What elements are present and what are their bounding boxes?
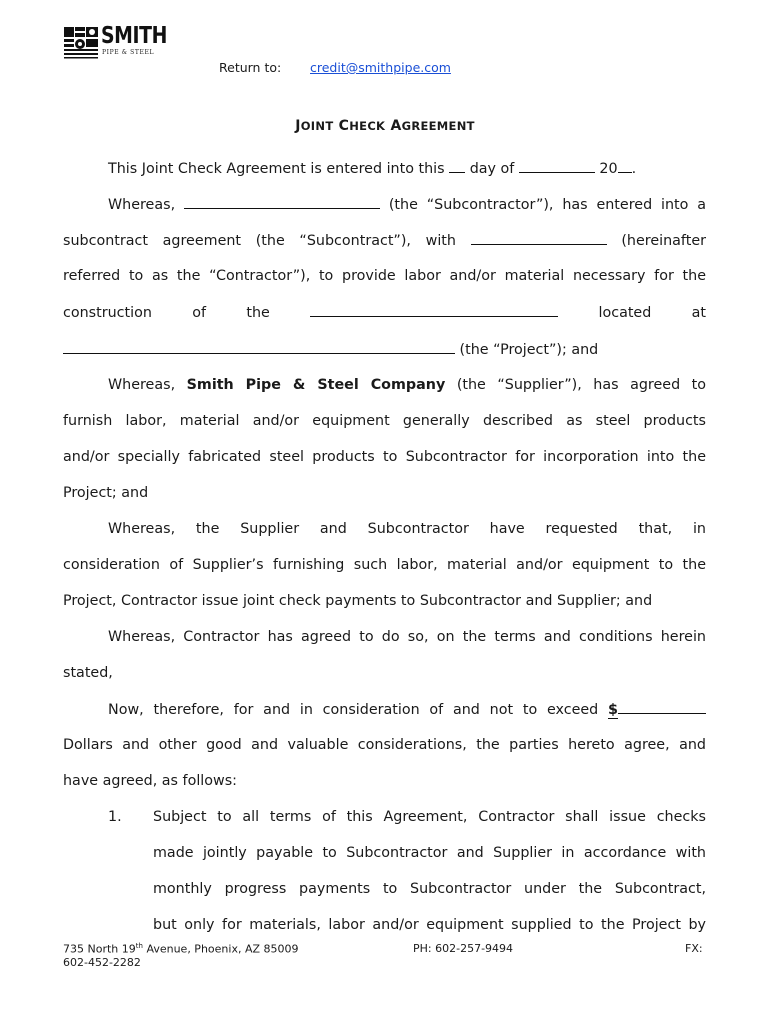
list-item-number: 1. xyxy=(108,809,122,825)
footer-fax-number: 602-452-2282 xyxy=(63,956,141,969)
whereas-label: Whereas, xyxy=(108,197,176,213)
at-word: at xyxy=(691,305,707,321)
footer-fax-label: FX: xyxy=(685,942,703,955)
document-title xyxy=(0,118,770,134)
list-item-line: monthly progress payments to Subcontractor under the Subcontract, xyxy=(153,881,706,897)
logo-brand: SMITH xyxy=(101,23,167,49)
footer-address-street: 735 North 19 xyxy=(63,942,136,956)
list-item-line: Subject to all terms of this Agreement, Contractor shall issue checks xyxy=(153,809,706,825)
footer-address-sup: th xyxy=(135,942,143,950)
logo-subtitle: PIPE & STEEL xyxy=(102,49,155,56)
title-small-greement: GREEMENT xyxy=(401,119,475,133)
of-word: of xyxy=(192,305,207,321)
subcontract-text: subcontract agreement (the “Subcontract”), with xyxy=(63,233,456,249)
project-name-blank[interactable] xyxy=(310,304,558,317)
title-small-oint: OINT xyxy=(300,119,334,133)
consideration-text: Now, therefore, for and in consideration of and not to exceed xyxy=(108,702,599,718)
intro-text: This Joint Check Agreement is entered into this xyxy=(108,161,445,177)
title-cap-c: C xyxy=(338,118,350,134)
body-line: Dollars and other good and valuable considerations, the parties hereto agree, and xyxy=(63,737,706,753)
month-blank[interactable] xyxy=(519,160,595,173)
amount-blank[interactable] xyxy=(618,701,706,714)
title-small-heck: HECK xyxy=(349,119,386,133)
return-label: Return to: xyxy=(219,60,282,75)
body-line: Whereas, Contractor has agreed to do so, on the terms and conditions herein xyxy=(108,629,706,645)
supplier-name: Smith Pipe & Steel Company xyxy=(186,377,446,393)
return-email-link[interactable]: credit@smithpipe.com xyxy=(310,60,451,75)
body-line: furnish labor, material and/or equipment generally described as steel products xyxy=(63,413,706,429)
company-logo xyxy=(64,23,167,59)
supplier-text: (the “Supplier”), has agreed to xyxy=(456,377,707,393)
list-item-line: but only for materials, labor and/or equipment supplied to the Project by xyxy=(153,917,706,933)
project-location-blank[interactable] xyxy=(63,341,455,354)
intro-line xyxy=(108,160,706,180)
amount-field xyxy=(608,702,706,718)
project-location-line xyxy=(63,341,706,361)
hereinafter-text: (hereinafter xyxy=(621,233,706,249)
subcontract-line xyxy=(63,232,706,252)
contractor-blank[interactable] xyxy=(471,232,607,245)
construction-line xyxy=(63,304,706,324)
title-cap-j: J xyxy=(295,118,301,134)
intro-day-of: day of xyxy=(469,161,515,177)
list-item-line: made jointly payable to Subcontractor and Supplier in accordance with xyxy=(153,845,706,861)
footer-address-city: Avenue, Phoenix, AZ 85009 xyxy=(142,942,299,956)
construction-word: construction xyxy=(63,305,152,321)
body-line: stated, xyxy=(63,665,113,681)
logo-mark-icon xyxy=(64,27,100,59)
consideration-line xyxy=(108,701,706,721)
whereas-subcontractor-line xyxy=(108,196,706,216)
dollar-sign: $ xyxy=(608,702,618,718)
body-line: consideration of Supplier’s furnishing such labor, material and/or equipment to the xyxy=(63,557,706,573)
project-text: (the “Project”); and xyxy=(459,342,599,358)
title-cap-a: A xyxy=(390,118,402,134)
year-blank[interactable] xyxy=(618,160,632,173)
body-line: Project, Contractor issue joint check payments to Subcontractor and Supplier; and xyxy=(63,593,653,609)
whereas-label: Whereas, xyxy=(108,377,176,393)
return-to-line xyxy=(219,60,451,75)
footer-phone: PH: 602-257-9494 xyxy=(413,942,514,955)
body-line: and/or specially fabricated steel products to Subcontractor for incorporation into the xyxy=(63,449,706,465)
day-blank[interactable] xyxy=(449,160,465,173)
the-word: the xyxy=(246,305,270,321)
body-line: referred to as the “Contractor”), to provide labor and/or material necessary for the xyxy=(63,268,706,284)
body-line: Project; and xyxy=(63,485,149,501)
subcontractor-blank[interactable] xyxy=(184,196,380,209)
intro-period: . xyxy=(631,161,637,177)
body-line: have agreed, as follows: xyxy=(63,773,237,789)
body-line: Whereas, the Supplier and Subcontractor have requested that, in xyxy=(108,521,706,537)
supplier-line xyxy=(108,377,706,397)
subcontractor-text: (the “Subcontractor”), has entered into a xyxy=(388,197,706,213)
located-word: located xyxy=(598,305,652,321)
intro-year-prefix: 20 xyxy=(599,161,618,177)
footer-address xyxy=(63,942,299,956)
